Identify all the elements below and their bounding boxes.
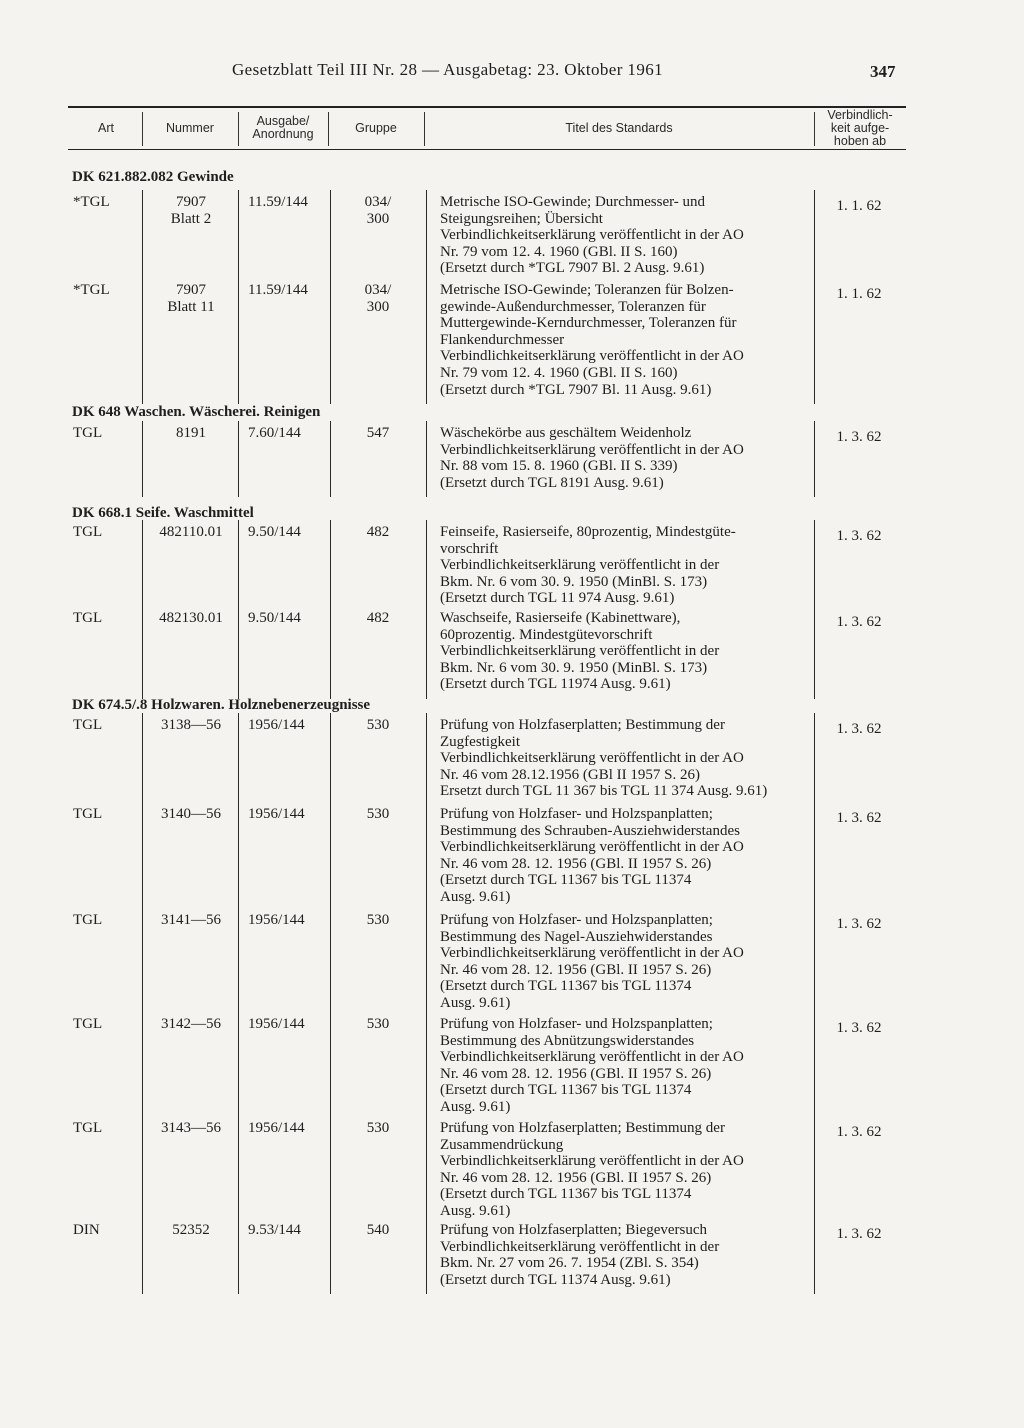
cell-gruppe: 300: [366, 298, 390, 315]
section-heading: DK 674.5/.8 Holzwaren. Holznebenerzeugnisse: [72, 697, 371, 713]
cell-nummer: 3142—56: [161, 1016, 221, 1032]
cell-gruppe: 530: [366, 1120, 390, 1136]
column-rule: [142, 421, 143, 497]
cell-titel-line: Bkm. Nr. 27 vom 26. 7. 1954 (ZBl. S. 354): [440, 1255, 699, 1272]
cell-art: TGL: [73, 1016, 103, 1032]
cell-titel-line: Ausg. 9.61): [440, 1099, 511, 1115]
section-heading: DK 621.882.082 Gewinde: [72, 169, 234, 185]
cell-gruppe: 482: [366, 610, 390, 626]
column-header-verbindlich-line: keit aufge-: [830, 120, 890, 135]
cell-titel-line: Ausg. 9.61): [440, 995, 511, 1011]
cell-titel-line: Ausg. 9.61): [440, 889, 511, 905]
cell-gruppe: 530: [366, 806, 390, 822]
column-header-verbindlich: [814, 107, 906, 148]
column-header-art: Art: [98, 120, 114, 135]
cell-verbindlich: 1. 3. 62: [836, 429, 882, 445]
cell-titel-line: Nr. 88 vom 15. 8. 1960 (GBl. II S. 339): [440, 458, 678, 475]
column-header-ausgabe-line: Ausgabe/: [256, 114, 310, 128]
column-rule: [330, 713, 331, 1294]
cell-titel-line: Nr. 46 vom 28. 12. 1956 (GBl. II 1957 S. 26): [440, 855, 712, 872]
cell-titel-line: Metrische ISO-Gewinde; Toleranzen für Bolzen-: [440, 282, 734, 298]
cell-titel-line: Nr. 79 vom 12. 4. 1960 (GBl. II S. 160): [440, 365, 678, 381]
cell-ausgabe: 9.50/144: [248, 610, 301, 626]
cell-titel-line: (Ersetzt durch TGL 11974 Ausg. 9.61): [440, 676, 671, 693]
cell-nummer: 7907: [176, 282, 206, 298]
column-header-titel: Titel des Standards: [565, 120, 673, 135]
cell-titel-line: Bestimmung des Schrauben-Ausziehwiderstandes: [440, 822, 740, 839]
cell-titel-line: Prüfung von Holzfaser- und Holzspanplatten;: [440, 1016, 713, 1032]
cell-titel-line: Muttergewinde-Kerndurchmesser, Toleranzen für: [440, 315, 737, 332]
cell-titel-line: 60prozentig. Mindestgütevorschrift: [440, 626, 653, 643]
column-rule: [814, 713, 815, 1294]
cell-art: TGL: [73, 717, 103, 733]
section-heading: DK 648 Waschen. Wäscherei. Reinigen: [72, 404, 321, 420]
cell-titel-line: (Ersetzt durch TGL 8191 Ausg. 9.61): [440, 474, 664, 491]
column-rule: [330, 520, 331, 699]
cell-ausgabe: 11.59/144: [248, 282, 308, 298]
column-rule: [142, 520, 143, 699]
cell-titel-line: Verbindlichkeitserklärung veröffentlicht in der AO: [440, 1153, 744, 1170]
cell-titel-line: vorschrift: [440, 540, 499, 557]
table-header-rule: [68, 149, 906, 150]
cell-gruppe: 482: [366, 524, 390, 540]
cell-titel-line: (Ersetzt durch *TGL 7907 Bl. 11 Ausg. 9.61): [440, 381, 712, 398]
column-header-verbindlich-line: hoben ab: [833, 133, 887, 148]
cell-titel-line: Verbindlichkeitserklärung veröffentlicht in der AO: [440, 441, 744, 458]
cell-ausgabe: 7.60/144: [248, 425, 301, 441]
cell-art: TGL: [73, 610, 103, 626]
cell-titel-line: (Ersetzt durch TGL 11367 bis TGL 11374: [440, 1082, 692, 1099]
cell-verbindlich: 1. 3. 62: [836, 614, 882, 630]
cell-verbindlich: 1. 3. 62: [836, 721, 882, 737]
column-rule: [330, 190, 331, 404]
table-top-rule: [68, 106, 906, 108]
cell-verbindlich: 1. 3. 62: [836, 916, 882, 932]
column-header-nummer: Nummer: [166, 120, 214, 135]
cell-verbindlich: 1. 3. 62: [836, 1020, 882, 1036]
cell-nummer: 52352: [172, 1222, 210, 1238]
cell-nummer: 3143—56: [161, 1120, 221, 1136]
cell-ausgabe: 1956/144: [248, 1120, 305, 1136]
cell-gruppe: 034/: [364, 282, 392, 298]
cell-art: *TGL: [73, 194, 110, 210]
cell-titel-line: Nr. 46 vom 28.12.1956 (GBl II 1957 S. 26): [440, 766, 700, 783]
cell-art: TGL: [73, 1120, 103, 1136]
cell-gruppe: 034/: [364, 194, 392, 210]
cell-art: TGL: [73, 524, 103, 540]
cell-titel-line: Verbindlichkeitserklärung veröffentlicht in der AO: [440, 750, 744, 767]
column-rule: [426, 713, 427, 1294]
column-header-ausgabe: [238, 110, 328, 146]
cell-gruppe: 547: [366, 425, 390, 441]
column-rule: [426, 520, 427, 699]
cell-titel-line: Ausg. 9.61): [440, 1203, 511, 1219]
cell-titel-line: Steigungsreihen; Übersicht: [440, 210, 603, 227]
cell-titel-line: Prüfung von Holzfaserplatten; Bestimmung der: [440, 717, 725, 733]
cell-titel-line: (Ersetzt durch TGL 11 974 Ausg. 9.61): [440, 590, 675, 607]
cell-nummer: Blatt 2: [170, 210, 212, 227]
cell-art: TGL: [73, 912, 103, 928]
column-rule: [238, 520, 239, 699]
cell-titel-line: Zusammendrückung: [440, 1136, 564, 1153]
cell-titel-line: Flankendurchmesser: [440, 331, 565, 348]
gazette-title: Gesetzblatt Teil III Nr. 28 — Ausgabetag: 23. Oktober 1961: [232, 60, 664, 79]
cell-verbindlich: 1. 3. 62: [836, 1124, 882, 1140]
cell-titel-line: Verbindlichkeitserklärung veröffentlicht in der AO: [440, 839, 744, 856]
cell-titel-line: Verbindlichkeitserklärung veröffentlicht in der AO: [440, 1049, 744, 1066]
cell-titel-line: Bkm. Nr. 6 vom 30. 9. 1950 (MinBl. S. 173): [440, 659, 708, 676]
cell-titel-line: Wäschekörbe aus geschältem Weidenholz: [440, 425, 692, 441]
column-rule: [238, 713, 239, 1294]
cell-art: DIN: [73, 1222, 100, 1238]
cell-ausgabe: 11.59/144: [248, 194, 308, 210]
cell-gruppe: 530: [366, 912, 390, 928]
cell-nummer: 3138—56: [161, 717, 221, 733]
cell-titel-line: Bestimmung des Abnützungswiderstandes: [440, 1032, 695, 1049]
column-header-gruppe: Gruppe: [355, 120, 397, 135]
cell-titel-line: Bkm. Nr. 6 vom 30. 9. 1950 (MinBl. S. 173): [440, 573, 708, 590]
cell-art: TGL: [73, 806, 103, 822]
cell-titel-line: Nr. 46 vom 28. 12. 1956 (GBl. II 1957 S. 26): [440, 1169, 712, 1186]
cell-ausgabe: 1956/144: [248, 806, 305, 822]
page-number: 347: [870, 62, 896, 81]
cell-titel-line: Prüfung von Holzfaserplatten; Bestimmung der: [440, 1120, 725, 1136]
cell-verbindlich: 1. 3. 62: [836, 810, 882, 826]
column-header-ausgabe-line: Anordnung: [252, 127, 314, 141]
column-rule: [142, 190, 143, 404]
cell-gruppe: 530: [366, 1016, 390, 1032]
cell-ausgabe: 1956/144: [248, 912, 305, 928]
cell-nummer: Blatt 11: [167, 298, 215, 315]
cell-titel-line: Waschseife, Rasierseife (Kabinettware),: [440, 610, 681, 626]
cell-verbindlich: 1. 1. 62: [836, 286, 882, 302]
cell-titel-line: Verbindlichkeitserklärung veröffentlicht in der: [440, 1238, 720, 1255]
cell-titel-line: Verbindlichkeitserklärung veröffentlicht in der AO: [440, 227, 744, 244]
page-header: [0, 60, 1024, 86]
column-rule: [142, 713, 143, 1294]
cell-nummer: 7907: [176, 194, 206, 210]
cell-titel-line: Metrische ISO-Gewinde; Durchmesser- und: [440, 194, 706, 210]
cell-titel-line: Nr. 79 vom 12. 4. 1960 (GBl. II S. 160): [440, 243, 678, 260]
cell-verbindlich: 1. 3. 62: [836, 528, 882, 544]
column-rule: [330, 421, 331, 497]
cell-titel-line: Prüfung von Holzfaser- und Holzspanplatten;: [440, 912, 713, 928]
cell-titel-line: Ersetzt durch TGL 11 367 bis TGL 11 374 Ausg. 9.61): [440, 783, 768, 800]
cell-titel-line: (Ersetzt durch *TGL 7907 Bl. 2 Ausg. 9.61): [440, 260, 705, 277]
cell-ausgabe: 9.50/144: [248, 524, 301, 540]
cell-titel-line: gewinde-Außendurchmesser, Toleranzen für: [440, 298, 706, 315]
cell-nummer: 482130.01: [159, 610, 223, 626]
cell-ausgabe: 1956/144: [248, 1016, 305, 1032]
cell-titel-line: Nr. 46 vom 28. 12. 1956 (GBl. II 1957 S. 26): [440, 961, 712, 978]
cell-titel-line: Prüfung von Holzfaserplatten; Biegeversuch: [440, 1222, 708, 1238]
column-rule: [426, 421, 427, 497]
column-rule: [238, 190, 239, 404]
cell-verbindlich: 1. 1. 62: [836, 198, 882, 214]
section-heading: DK 668.1 Seife. Waschmittel: [72, 505, 254, 521]
cell-titel-line: Verbindlichkeitserklärung veröffentlicht in der AO: [440, 348, 744, 365]
cell-art: *TGL: [73, 282, 110, 298]
cell-nummer: 8191: [176, 425, 206, 441]
cell-titel-line: Feinseife, Rasierseife, 80prozentig, Mindestgüte-: [440, 524, 736, 540]
cell-titel-line: Zugfestigkeit: [440, 733, 520, 750]
cell-nummer: 482110.01: [159, 524, 223, 540]
column-rule: [238, 421, 239, 497]
column-rule: [426, 190, 427, 404]
cell-titel-line: (Ersetzt durch TGL 11367 bis TGL 11374: [440, 1186, 692, 1203]
cell-titel-line: Prüfung von Holzfaser- und Holzspanplatten;: [440, 806, 713, 822]
cell-nummer: 3140—56: [161, 806, 221, 822]
cell-titel-line: Bestimmung des Nagel-Ausziehwiderstandes: [440, 928, 713, 945]
cell-titel-line: (Ersetzt durch TGL 11374 Ausg. 9.61): [440, 1271, 671, 1288]
cell-titel-line: (Ersetzt durch TGL 11367 bis TGL 11374: [440, 872, 692, 889]
cell-titel-line: (Ersetzt durch TGL 11367 bis TGL 11374: [440, 978, 692, 995]
cell-titel-line: Nr. 46 vom 28. 12. 1956 (GBl. II 1957 S. 26): [440, 1065, 712, 1082]
column-header-verbindlich-line: Verbindlich-: [827, 107, 893, 122]
cell-gruppe: 540: [366, 1222, 390, 1238]
cell-titel-line: Verbindlichkeitserklärung veröffentlicht in der AO: [440, 945, 744, 962]
cell-gruppe: 300: [366, 210, 390, 227]
cell-art: TGL: [73, 425, 103, 441]
cell-ausgabe: 9.53/144: [248, 1222, 301, 1238]
cell-gruppe: 530: [366, 717, 390, 733]
cell-titel-line: Verbindlichkeitserklärung veröffentlicht in der: [440, 643, 720, 660]
cell-ausgabe: 1956/144: [248, 717, 305, 733]
cell-titel-line: Verbindlichkeitserklärung veröffentlicht in der: [440, 557, 720, 574]
cell-nummer: 3141—56: [161, 912, 221, 928]
column-rule: [814, 520, 815, 699]
cell-verbindlich: 1. 3. 62: [836, 1226, 882, 1242]
